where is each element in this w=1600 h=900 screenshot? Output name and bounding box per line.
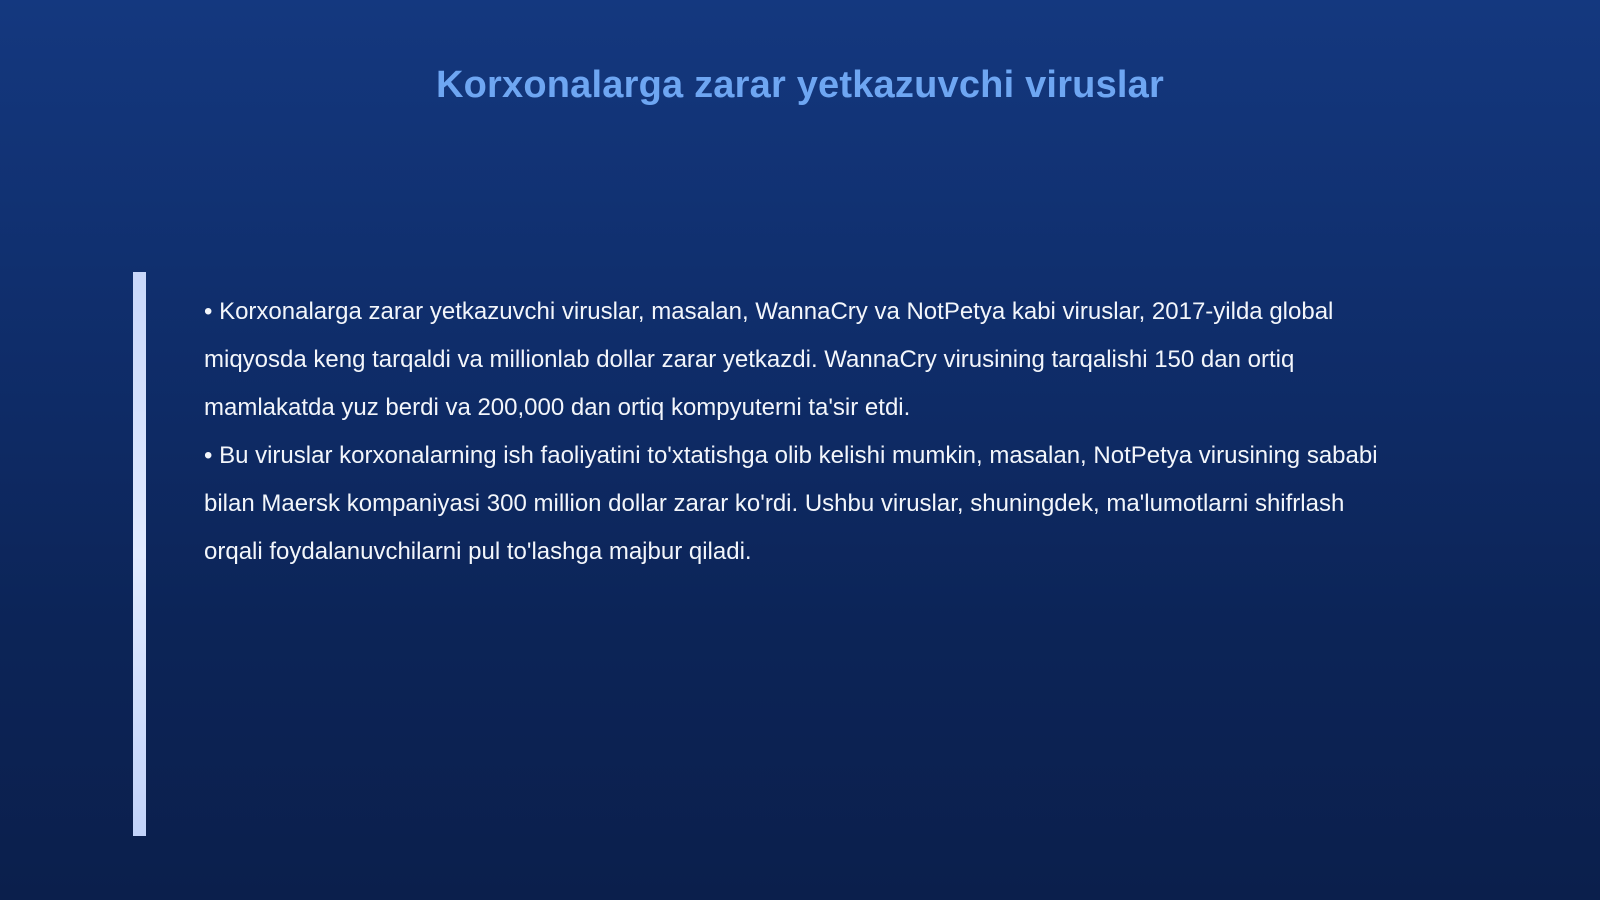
accent-bar — [133, 272, 146, 836]
slide-body — [204, 288, 1404, 576]
slide-title: Korxonalarga zarar yetkazuvchi viruslar — [435, 64, 1165, 106]
bullet-paragraph-1: • Korxonalarga zarar yetkazuvchi viruslar, masalan, WannaCry va NotPetya kabi viruslar, 2017-yilda global miqyosda keng tarqaldi va millionlab dollar zarar yetkazdi. WannaCry virusining tarqalishi 150 dan ortiq mamlakatda yuz berdi va 200,000 dan ortiq kompyuterni ta'sir etdi. — [204, 298, 1334, 421]
bullet-paragraph-2: • Bu viruslar korxonalarning ish faoliyatini to'xtatishga olib kelishi mumkin, masalan, NotPetya virusining sababi bilan Maersk kompaniyasi 300 million dollar zarar ko'rdi. Ushbu viruslar, shuningdek, ma'lumotlarni shifrlash orqali foydalanuvchilarni pul to'lashga majbur qiladi. — [204, 442, 1378, 565]
